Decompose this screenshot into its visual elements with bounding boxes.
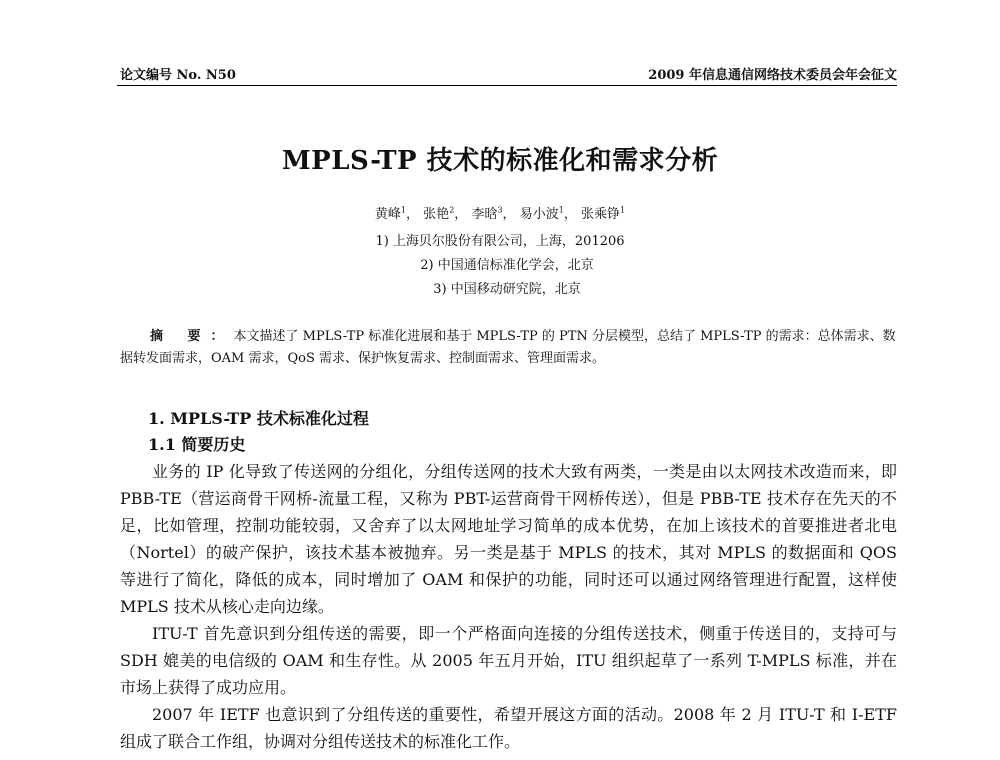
abstract	[120, 326, 898, 370]
author: 黄峰$^1$，	[374, 205, 420, 222]
section-heading: 1. MPLS-TP 技术标准化过程	[148, 409, 369, 428]
author: 李晗$^3$，	[471, 205, 516, 222]
author: 张艳$^2$，	[423, 205, 468, 222]
author: 易小波$^1$，	[519, 205, 577, 222]
paper-title: MPLS-TP 技术的标准化和需求分析	[281, 146, 719, 176]
paragraph: 2007 年 IETF 也意识到了分组传送的重要性，希望开展这方面的活动。2008 年 2 月 ITU-T 和 I-ETF 组成了联合工作组，协调对分组传送技术的标准化工作。	[120, 705, 897, 751]
paper-number: 论文编号 No. N50	[120, 68, 236, 83]
affiliation-2: 2) 中国通信标准化学会，北京	[420, 258, 594, 273]
subsection-heading: 1.1 简要历史	[148, 435, 246, 454]
affiliation-3: 3) 中国移动研究院，北京	[433, 282, 581, 297]
page-header	[117, 63, 897, 86]
author-list	[0, 203, 1000, 222]
body-text	[120, 458, 897, 755]
paragraph: ITU-T 首先意识到分组传送的需要，即一个严格面向连接的分组传送技术，侧重于传送目的，支持可与 SDH 媲美的电信级的 OAM 和生存性。从 2005 年五月开始，ITU 组织起草了一系列 T-MPLS 标准，并在市场上获得了成功应用。	[120, 624, 897, 697]
abstract-label: 摘 要：	[150, 329, 234, 344]
paragraph: 业务的 IP 化导致了传送网的分组化，分组传送网的技术大致有两类，一类是由以太网技术改造而来，即 PBB-TE（营运商骨干网桥-流量工程，又称为 PBT-运营商骨干网桥传送），但是 PBB-TE 技术存在先天的不足，比如管理，控制功能较弱，又舍弃了以太网地址学习简单的成本优势，在加上该技术的首要推进者北电（Nortel）的破产保护，该技术基本被抛弃。另一类是基于 MPLS 的技术，其对 MPLS 的数据面和 QOS 等进行了简化，降低的成本，同时增加了 OAM 和保护的功能，同时还可以通过网络管理进行配置，这样使 MPLS 技术从核心走向边缘。	[120, 462, 897, 616]
conference-name: 2009 年信息通信网络技术委员会年会征文	[648, 68, 897, 83]
affiliation-1: 1) 上海贝尔股份有限公司，上海，201206	[375, 234, 625, 249]
abstract-text: 本文描述了 MPLS-TP 标准化进展和基于 MPLS-TP 的 PTN 分层模型，总结了 MPLS-TP 的需求：总体需求、数据转发面需求，OAM 需求，QoS 需求、保护恢复需求、控制面需求、管理面需求。	[120, 329, 896, 366]
author: 张乘铮$^1$	[580, 205, 626, 222]
